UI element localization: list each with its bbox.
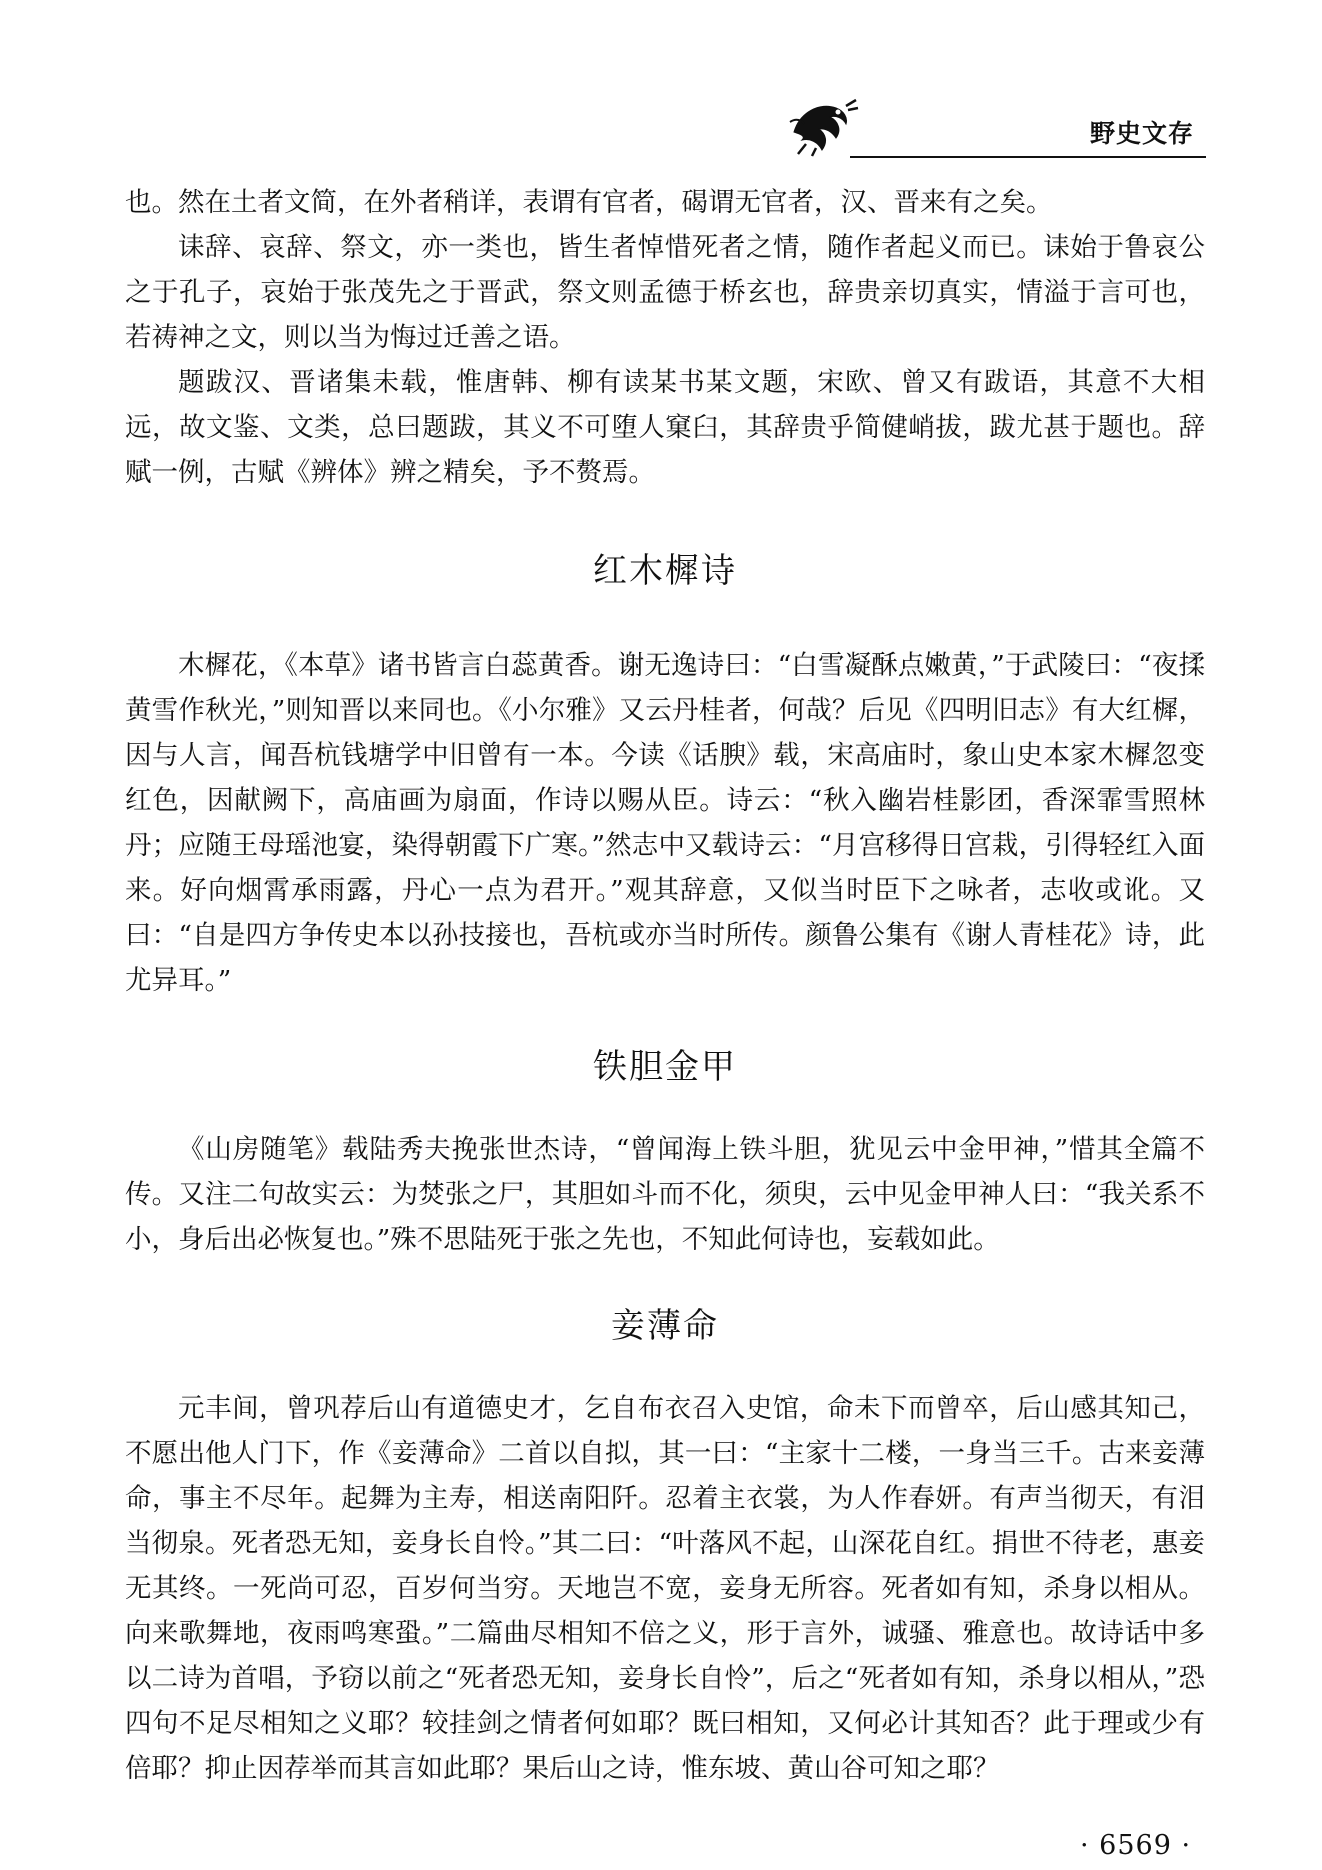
section-paragraph: 木樨花，《本草》诸书皆言白蕊黄香。谢无逸诗曰：“白雪凝酥点嫩黄，”于武陵曰：“夜揉黄雪作秋光，”则知晋以来同也。《小尔雅》又云丹桂者，何哉？后见《四明旧志》有大红樨，因与人言，闻吾杭钱塘学中旧曾有一本。今读《话腴》载，宋高庙时，象山史本家木樨忽变红色，因献阙下，高庙画为扇面，作诗以赐从臣。诗云：“秋入幽岩桂影团，香深霏雪照林丹；应随王母瑶池宴，染得朝霞下广寒。”然志中又载诗云：“月宫移得日宫栽，引得轻红入面来。好向烟霄承雨露，丹心一点为君开。”观其辞意，又似当时臣下之咏者，志收或讹。又曰：“自是四方争传史本以孙技接也，吾杭或亦当时所传。颜鲁公集有《谢人青桂花》诗，此尤异耳。”: [125, 650, 1205, 996]
section-paragraph: 《山房随笔》载陆秀夫挽张世杰诗，“曾闻海上铁斗胆，犹见云中金甲神，”惜其全篇不传。又注二句故实云：为焚张之尸，其胆如斗而不化，须臾，云中见金甲神人曰：“我关系不小，身后出必恢复也。”殊不思陆死于张之先也，不知此何诗也，妄载如此。: [125, 1134, 1205, 1255]
page-number: · 6569 ·: [1080, 1830, 1192, 1861]
intro-paragraph: 诔辞、哀辞、祭文，亦一类也，皆生者悼惜死者之情，随作者起义而已。诔始于鲁哀公之于孔子，哀始于张茂先之于晋武，祭文则孟德于桥玄也，辞贵亲切真实，情溢于言可也，若祷神之文，则以当为悔过迁善之语。: [125, 232, 1205, 353]
intro-paragraph: 题跋汉、晋诸集未载，惟唐韩、柳有读某书某文题，宋欧、曾又有跋语，其意不大相远，故文鉴、文类，总曰题跋，其义不可堕人窠臼，其辞贵乎简健峭拔，跋尤甚于题也。辞赋一例，古赋《辨体》辨之精矣，予不赘焉。: [125, 367, 1205, 488]
running-title: 野史文存: [1089, 119, 1194, 148]
running-header: [786, 92, 1206, 162]
dragon-emblem-icon: [786, 92, 861, 158]
section-paragraph: 元丰间，曾巩荐后山有道德史才，乞自布衣召入史馆，命未下而曾卒，后山感其知己，不愿出他人门下，作《妾薄命》二首以自拟，其一曰：“主家十二楼，一身当三千。古来妾薄命，事主不尽年。起舞为主寿，相送南阳阡。忍着主衣裳，为人作春妍。有声当彻天，有泪当彻泉。死者恐无知，妾身长自怜。”其二曰：“叶落风不起，山深花自红。捐世不待老，惠妾无其终。一死尚可忍，百岁何当穷。天地岂不宽，妾身无所容。死者如有知，杀身以相从。向来歌舞地，夜雨鸣寒蛩。”二篇曲尽相知不倍之义，形于言外，诚骚、雅意也。故诗话中多以二诗为首唱，予窃以前之“死者恐无知，妾身长自怜”，后之“死者如有知，杀身以相从，”恐四句不足尽相知之义耶？较挂剑之情者何如耶？既曰相知，又何必计其知否？此于理或少有倍耶？抑止因荐举而其言如此耶？果后山之诗，惟东坡、黄山谷可知之耶？: [125, 1393, 1205, 1784]
header-rule: [850, 156, 1206, 158]
section-heading: 铁胆金甲: [593, 1047, 737, 1087]
intro-paragraph: 也。然在土者文简，在外者稍详，表谓有官者，碣谓无官者，汉、晋来有之矣。: [125, 187, 1053, 218]
section-heading: 红木樨诗: [593, 551, 737, 591]
page-body: [125, 180, 1205, 1791]
section-heading: 妾薄命: [611, 1306, 719, 1346]
